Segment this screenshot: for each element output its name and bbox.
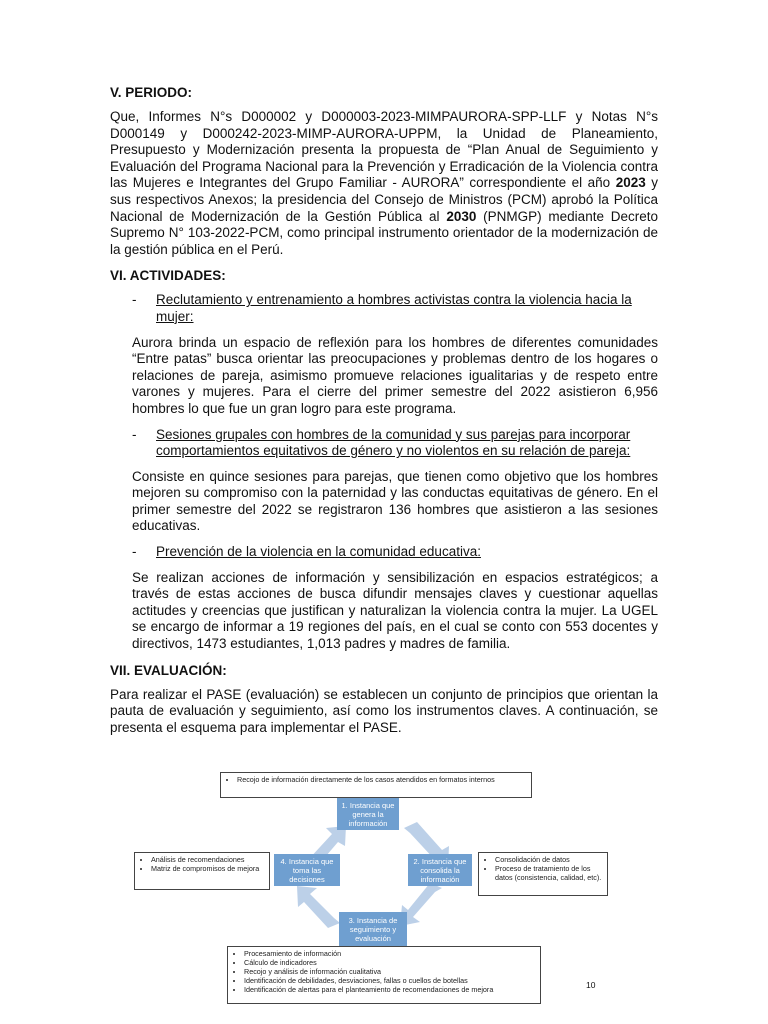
activity-1-title <box>110 292 658 325</box>
activity-title: Reclutamiento y entrenamiento a hombres activistas contra la violencia hacia la mujer: <box>156 292 632 324</box>
box-item: • Matriz de compromisos de mejora <box>151 864 265 873</box>
node-generates-information: 1. Instancia que genera la información <box>337 798 399 830</box>
page-number: 10 <box>586 980 596 990</box>
bullet-dash: - <box>132 544 137 560</box>
section-vii-heading: VII. EVALUACIÓN: <box>110 662 227 678</box>
box-item: • Consolidación de datos <box>495 855 603 864</box>
activity-2-title <box>110 427 658 460</box>
node-decision-making: 4. Instancia que toma las decisiones <box>274 854 340 886</box>
box-item: • Identificación de alertas para el planteamiento de recomendaciones de mejora <box>244 985 536 994</box>
box-item: • Cálculo de indicadores <box>244 958 536 967</box>
section-vi-heading: VI. ACTIVIDADES: <box>110 268 226 284</box>
s5-year-2023: 2023 <box>615 175 646 191</box>
s5-text-3: (PNMGP) mediante Decreto Supremo N° 103-2022-PCM, como principal instrumento orientador de la modernización de la gestión pública en el Perú. <box>110 208 658 257</box>
s5-text-2: y sus respectivos Anexos; la presidencia del Consejo de Ministros (PCM) aprobó la Política Nacional de Modernización de la Gestión Pública al <box>110 175 658 224</box>
box-item: • Recojo de información directamente de los casos atendidos en formatos internos <box>237 775 527 784</box>
activity-title: Prevención de la violencia en la comunidad educativa: <box>156 544 481 560</box>
s5-text-1: Que, Informes N°s D000002 y D000003-2023-MIMPAURORA-SPP-LLF y Notas N°s D000149 y D000242-2023-MIMP-AURORA-UPPM, la Unidad de Planeamiento, Presupuesto y Modernización presenta la propuesta de “Plan Anual de Seguimiento y Evaluación del Programa Nacional para la Prevención y Erradicación de la Violencia contra las Mujeres e Integrantes del Grupo Familiar - AURORA” correspondiente el año <box>110 109 658 191</box>
arrow-3-to-4 <box>297 886 340 928</box>
generation-activities-box <box>220 772 532 798</box>
box-item: • Procesamiento de información <box>244 949 536 958</box>
decision-activities-box <box>134 852 270 890</box>
activity-3-title <box>110 544 658 561</box>
node-monitoring-evaluation: 3. Instancia de seguimiento y evaluación <box>339 912 407 946</box>
activity-1-text: Aurora brinda un espacio de reflexión para los hombres de diferentes comunidades “Entre patas” busca orientar las preocupaciones y problemas dentro de los hogares o relaciones de pareja, asimismo promueve relaciones igualitarias y de respeto entre varones y mujeres. Para el cierre del primer semestre del 2022 asistieron 6,956 hombres lo que fue un gran logro para este programa. <box>132 334 658 416</box>
pase-cycle-diagram <box>134 770 604 1005</box>
bullet-dash: - <box>132 292 137 308</box>
box-item: • Proceso de tratamiento de los datos (consistencia, calidad, etc). <box>495 864 603 882</box>
section-vii-paragraph: Para realizar el PASE (evaluación) se establecen un conjunto de principios que orientan la pauta de evaluación y seguimiento, así como los instrumentos claves. A continuación, se presenta el esquema para implementar el PASE. <box>110 686 658 735</box>
box-item: • Recojo y análisis de información cualitativa <box>244 967 536 976</box>
activity-3-text: Se realizan acciones de información y sensibilización en espacios estratégicos; a través de estas acciones de busca difundir mensajes claves y cuestionar aquellas actitudes y creencias que justifican y naturalizan la violencia contra la mujer. La UGEL se encargo de informar a 19 regiones del país, en el cual se conto con 553 docentes y directivos, 1473 estudiantes, 1,013 padres y madres de familia. <box>132 569 658 652</box>
bullet-dash: - <box>132 426 137 442</box>
section-v-heading: V. PERIODO: <box>110 85 193 100</box>
document-page <box>110 84 658 745</box>
box-item: • Identificación de debilidades, desviaciones, fallas o cuellos de botellas <box>244 976 536 985</box>
section-v-paragraph <box>110 109 658 258</box>
activity-title: Sesiones grupales con hombres de la comunidad y sus parejas para incorporar comportamientos equitativos de género y no violentos en su relación de pareja: <box>156 426 631 459</box>
evaluation-activities-box <box>227 946 541 1004</box>
box-item: • Análisis de recomendaciones <box>151 855 265 864</box>
s5-year-2030: 2030 <box>446 208 477 224</box>
node-consolidates-information: 2. Instancia que consolida la información <box>408 854 472 886</box>
consolidation-activities-box <box>478 852 608 896</box>
activity-2-text: Consiste en quince sesiones para parejas, que tienen como objetivo que los hombres mejoren su compromiso con la paternidad y las conductas equitativas de género. En el primer semestre del 2022 se registraron 136 hombres que asistieron a las sesiones educativas. <box>132 468 658 534</box>
